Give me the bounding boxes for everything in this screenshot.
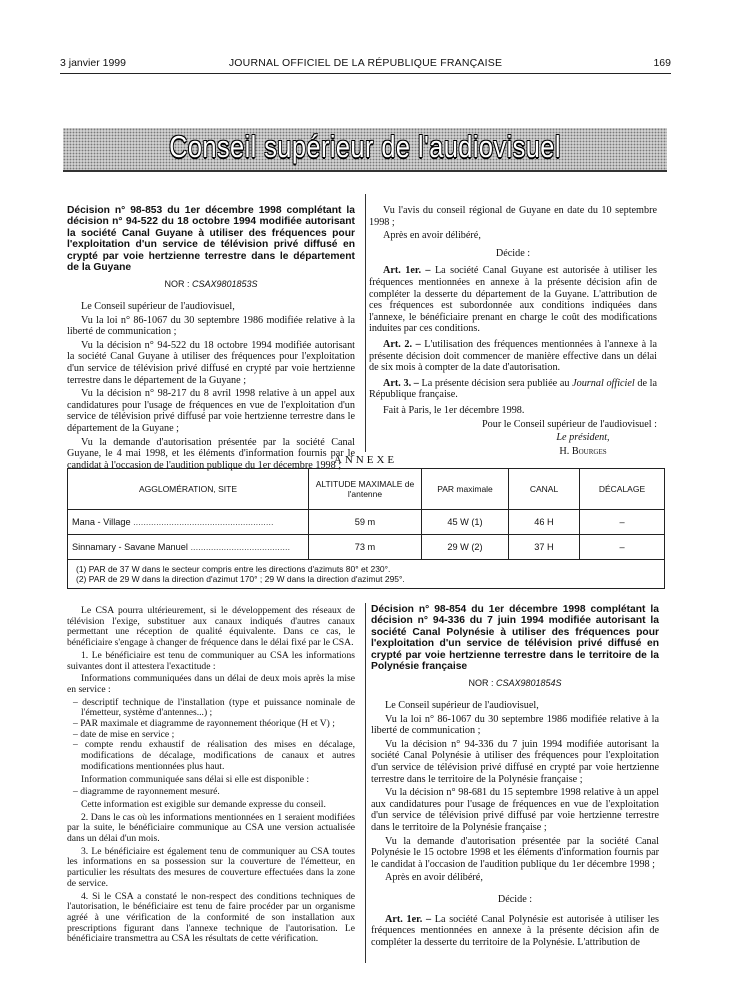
col-header-decalage: DÉCALAGE bbox=[580, 469, 665, 510]
table-note: (2) PAR de 29 W dans la direction d'azimut 170° ; 29 W dans la direction d'azimut 295°. bbox=[76, 574, 405, 584]
decision1-article-2 bbox=[369, 339, 657, 374]
decision1-right-column bbox=[369, 205, 657, 459]
header-rule bbox=[60, 73, 671, 74]
decision1-para: Après en avoir délibéré, bbox=[383, 230, 481, 242]
header-page-number: 169 bbox=[653, 57, 671, 69]
cell-decalage: – bbox=[580, 510, 665, 535]
decision1-para: Le Conseil supérieur de l'audiovisuel, bbox=[81, 301, 235, 313]
table-row bbox=[68, 535, 665, 560]
article-text: La société Canal Polynésie est autorisée à utiliser les fréquences mentionnées en annexe à la présente décision afin de compléter la desserte du territoire de la Polynésie. L'attribution de bbox=[371, 913, 659, 948]
list-item: – PAR maximale et diagramme de rayonnement théorique (H et V) ; bbox=[67, 719, 355, 730]
decision1-title: Décision n° 98-853 du 1er décembre 1998 complétant la décision n° 94-522 du 18 octobre 1994 modifiée autorisant la société Canal Guyane à utiliser des fréquences pour l'exploitation d'un service de télévision privé diffusé en crypté par voie hertzienne terrestre dans le département de la Guyane bbox=[67, 205, 355, 274]
banner-title: Conseil supérieur de l'audiovisuel bbox=[169, 129, 561, 164]
nor-label: NOR : bbox=[468, 678, 494, 689]
decision2-column bbox=[371, 604, 659, 950]
decision1-para: Vu la loi n° 86-1067 du 30 septembre 1986 modifiée relative à la liberté de communication ; bbox=[67, 314, 355, 338]
decision1-pour: Pour le Conseil supérieur de l'audiovisuel : bbox=[482, 418, 657, 430]
decision2-decide: Décide : bbox=[497, 893, 533, 905]
header-journal-title: JOURNAL OFFICIEL DE LA RÉPUBLIQUE FRANÇAISE bbox=[228, 57, 503, 69]
cell-site bbox=[68, 535, 309, 560]
article-text: La société Canal Guyane est autorisée à utiliser les fréquences mentionnées en annexe à la présente décision afin de compléter la desserte du département de la Guyane. L'attribution de ces fréquences est subordonnée aux conditions indiquées dans l'annexe, le bénéficiaire prenant en charge le coût des modifications induites par ces conditions. bbox=[369, 265, 657, 335]
decision2-para: Le Conseil supérieur de l'audiovisuel, bbox=[385, 700, 539, 712]
decision1-decide: Décide : bbox=[495, 247, 531, 259]
decision1-nor bbox=[67, 279, 355, 291]
list-item: – diagramme de rayonnement mesuré. bbox=[67, 787, 355, 798]
info-list bbox=[67, 787, 355, 798]
list-item: – descriptif technique de l'installation (type et puissance nominale de l'émetteur, système d'antennes...) ; bbox=[67, 698, 355, 719]
annexe-para: Cette information est exigible sur demande expresse du conseil. bbox=[81, 798, 326, 810]
site-name: Mana - Village bbox=[72, 517, 131, 527]
article-label: Art. 1er. – bbox=[385, 913, 432, 925]
column-divider bbox=[365, 603, 366, 963]
decision1-president bbox=[369, 432, 657, 444]
decision2-nor bbox=[371, 678, 659, 690]
decision2-para: Vu la demande d'autorisation présentée par la société Canal Polynésie le 15 octobre 1998 et les éléments d'information fournis par le candidat à l'occasion de l'audition publique du 1er décembre 1998 ; bbox=[371, 835, 659, 870]
list-item: – date de mise en service ; bbox=[67, 730, 355, 741]
leader-dots: ....................................................... bbox=[133, 517, 274, 527]
article-text: de la République française. bbox=[369, 377, 658, 401]
table-note: (1) PAR de 37 W dans le secteur compris entre les directions d'azimuts 80° et 230°. bbox=[76, 564, 391, 574]
cell-canal: 46 H bbox=[509, 510, 580, 535]
annexe-para: Le CSA pourra ultérieurement, si le développement des réseaux de télévision l'exige, substituer aux canaux indiqués d'autres canaux permettant une réception de qualité équivalente. Dans ce cas, le bénéficiaire s'engage à changer de fréquence dans le délai fixé par le CSA. bbox=[67, 605, 355, 649]
decision1-left-column bbox=[67, 205, 355, 473]
nor-code: CSAX9801853S bbox=[191, 279, 258, 290]
annexe-table bbox=[67, 468, 665, 589]
annexe-para: Informations communiquées dans un délai de deux mois après la mise en service : bbox=[67, 673, 355, 695]
decision2-para: Après en avoir délibéré, bbox=[385, 872, 483, 884]
nor-label: NOR : bbox=[164, 279, 190, 290]
col-header-site: AGGLOMÉRATION, SITE bbox=[68, 469, 309, 510]
decision1-signataire: H. Bourges bbox=[559, 445, 607, 457]
decision1-article-1 bbox=[369, 265, 657, 335]
decision1-para: Vu la demande d'autorisation présentée par la société Canal Guyane, le 4 mai 1998, et les éléments d'information fournis par le candidat à l'occasion de l'audition publique du 1er décembre 1998 ; bbox=[67, 436, 355, 471]
decision2-title: Décision n° 98-854 du 1er décembre 1998 complétant la décision n° 94-336 du 7 juin 1994 modifiée autorisant la société Canal Polynésie à utiliser des fréquences pour l'exploitation d'un service de télévision privé diffusé en crypté par voie hertzienne terrestre dans le territoire de la Polynésie française bbox=[371, 604, 659, 673]
decision1-fait: Fait à Paris, le 1er décembre 1998. bbox=[383, 404, 525, 416]
decision2-para: Vu la décision n° 94-336 du 7 juin 1994 modifiée autorisant la société Canal Polynésie à utiliser des fréquences pour l'exploitation d'un service de télévision privé diffusé en crypté par voie hertzienne terrestre dans le territoire de la Polynésie française ; bbox=[371, 738, 659, 785]
table-header-row bbox=[68, 469, 665, 510]
president-title: Le président, bbox=[556, 432, 610, 444]
cell-par: 45 W (1) bbox=[422, 510, 509, 535]
cell-altitude: 59 m bbox=[309, 510, 422, 535]
annexe-title: ANNEXE bbox=[333, 454, 398, 466]
col-header-par: PAR maximale bbox=[422, 469, 509, 510]
article-text: L'utilisation des fréquences mentionnées à l'annexe à la présente décision doit commencer de manière effective dans un délai de six mois à compter de la date d'autorisation. bbox=[369, 338, 658, 374]
page-header bbox=[60, 57, 671, 73]
annexe-para: 2. Dans le cas où les informations mentionnées en 1 seraient modifiées par la suite, le bénéficiaire communique au CSA une version actualisée dans un délai d'un mois. bbox=[67, 811, 355, 845]
cell-notes bbox=[68, 560, 665, 589]
site-name: Sinnamary - Savane Manuel bbox=[72, 542, 188, 552]
column-divider bbox=[365, 194, 366, 452]
decision1-para: Vu la décision n° 94-522 du 18 octobre 1994 modifiée autorisant la société Canal Guyane à utiliser des fréquences pour l'exploitation d'un service de télévision privé diffusé en crypté par voie hertzienne terrestre dans le département de la Guyane ; bbox=[67, 339, 355, 386]
annexe-para: 4. Si le CSA a constaté le non-respect des conditions techniques de l'autorisation, le bénéficiaire est tenu de faire procéder par un organisme agréé à une vérification de la conformité de son installation aux prescriptions figurant dans l'annexe technique de l'autorisation. Le bénéficiaire transmettra au CSA les résultats de cette vérification. bbox=[67, 890, 355, 945]
section-banner bbox=[63, 128, 667, 172]
cell-decalage: – bbox=[580, 535, 665, 560]
journal-officiel-ref: Journal officiel bbox=[572, 377, 635, 389]
decision1-article-3 bbox=[369, 378, 657, 401]
annexe-para: 3. Le bénéficiaire est également tenu de communiquer au CSA toutes les informations en sa possession sur la couverture de l'émetteur, en particulier les résultats des mesures de couverture effectuées dans la zone de service. bbox=[67, 845, 355, 889]
article-text: La présente décision sera publiée au bbox=[421, 377, 570, 389]
cell-par: 29 W (2) bbox=[422, 535, 509, 560]
nor-code: CSAX9801854S bbox=[495, 678, 562, 689]
decision2-article-1 bbox=[371, 914, 659, 949]
cell-altitude: 73 m bbox=[309, 535, 422, 560]
list-item: – compte rendu exhaustif de réalisation des mises en décalage, modifications de décalage, modifications de canaux et autres modifications mentionnées plus haut. bbox=[67, 740, 355, 772]
annexe-para: 1. Le bénéficiaire est tenu de communiquer au CSA les informations suivantes dont il attestera l'exactitude : bbox=[67, 649, 355, 672]
cell-site bbox=[68, 510, 309, 535]
annexe-conditions-column bbox=[67, 606, 355, 947]
decision1-para: Vu la décision n° 98-217 du 8 avril 1998 relative à un appel aux candidatures pour l'usage de fréquences en vue de l'exploitation d'un service de télévision privé diffusé par voie hertzienne terrestre dans le département de la Guyane ; bbox=[67, 388, 355, 434]
annexe-para: Information communiquée sans délai si elle est disponible : bbox=[81, 773, 310, 785]
article-label: Art. 2. – bbox=[383, 338, 421, 350]
leader-dots: ....................................... bbox=[190, 542, 291, 552]
decision1-para: Vu l'avis du conseil régional de Guyane en date du 10 septembre 1998 ; bbox=[369, 205, 657, 228]
cell-canal: 37 H bbox=[509, 535, 580, 560]
decision2-para: Vu la décision n° 98-681 du 15 septembre 1998 relative à un appel aux candidatures pour l'usage de fréquences en vue de l'exploitation d'un service de télévision privé diffusé par voie hertzienne terrestre dans le territoire de la Polynésie française ; bbox=[371, 787, 659, 833]
decision2-para: Vu la loi n° 86-1067 du 30 septembre 1986 modifiée relative à la liberté de communication ; bbox=[371, 713, 659, 737]
header-date: 3 janvier 1999 bbox=[60, 57, 126, 69]
info-list bbox=[67, 698, 355, 773]
article-label: Art. 3. – bbox=[383, 377, 419, 389]
article-label: Art. 1er. – bbox=[383, 265, 431, 277]
col-header-canal: CANAL bbox=[509, 469, 580, 510]
table-notes-row bbox=[68, 560, 665, 589]
col-header-altitude: ALTITUDE MAXIMALE de l'antenne bbox=[309, 469, 422, 510]
table-row bbox=[68, 510, 665, 535]
